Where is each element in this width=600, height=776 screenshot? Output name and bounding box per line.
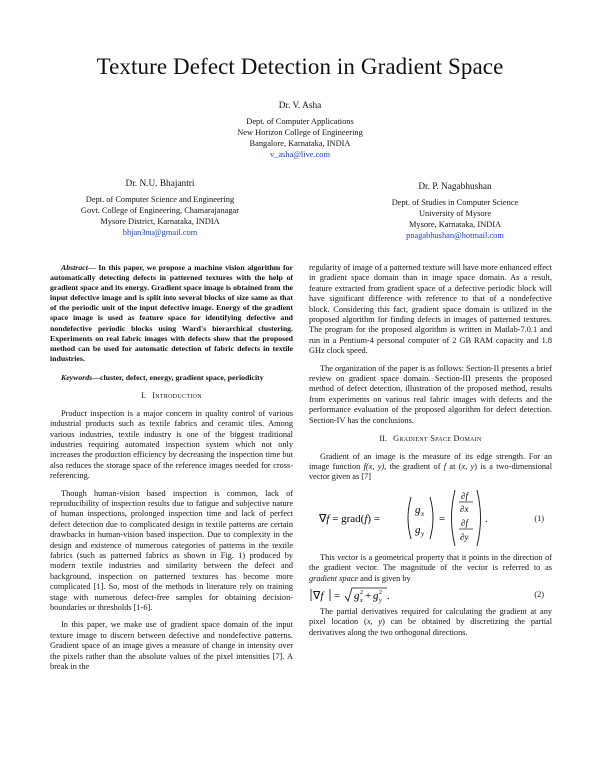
right-column bbox=[309, 263, 552, 638]
svg-text:x: x bbox=[360, 597, 363, 604]
author-name: Dr. V. Asha bbox=[278, 101, 322, 111]
svg-text:y: y bbox=[379, 597, 382, 604]
equation-1 bbox=[309, 487, 552, 549]
equation-number: (1) bbox=[534, 513, 544, 523]
gradient-paragraph-1: Gradient of an image is the measure of its edge strength. For an image function f(x, y), the gradient of f at (x, y) is a two-dimensional vector given as [7] bbox=[309, 451, 552, 482]
author-place: Bangalore, Karnataka, INDIA bbox=[249, 139, 351, 148]
section-heading-gradient-space: II. Gradient Space Domain bbox=[379, 434, 482, 444]
svg-text:+: + bbox=[365, 589, 372, 602]
svg-text:g: g bbox=[354, 589, 360, 602]
svg-text:∇f: ∇f bbox=[313, 589, 324, 602]
paper-title: Texture Defect Detection in Gradient Space bbox=[96, 54, 504, 79]
author-dept: Dept. of Computer Applications bbox=[246, 117, 354, 126]
intro-paragraph-2: Though human-vision based inspection is common, lack of reproducibility of inspection results due to fatigue and subjective nature of human inspections, prolonged inspection time and lack of perfect defect detection due to complicated design in textile patterns are certain drawbacks in human-vision based inspection. Due to complexity in the design and existence of numerous categories of patterns in the textile fabrics (such as patterned fabrics as shown in Fig. 1) produced by modern textile industries and similarity between the defect and background, inspection on patterned textures has become more complicated [1]. So, most of the methods in literature rely on training stage with numerous defect-free samples for obtaining decision-boundaries or thresholds [1-6]. bbox=[50, 488, 293, 613]
abstract: Abstract— In this paper, we propose a machine vision algorithm for automatically detecting defects in patterned textures with the help of gradient space and its energy. Gradient space image is obtained from the input defective image and is split into several blocks of size same as that of the periodic unit of the input defective image. Energy of the gradient space image is used as feature space for identifying defective and nondefective periodic blocks using Ward's hierarchical clustering. Experiments on real fabric images with defects show that the proposed method can be used for automatic detection of fabric defects in textile industries. bbox=[50, 263, 293, 363]
gradient-magnitude-formula bbox=[309, 586, 459, 604]
right-paragraph-2: The organization of the paper is as follows: Section-II presents a brief review on gradient space domain. Section-III presents the proposed method of defect detection, illustration of the proposed method, results from experiments on various real fabric images with defects and the performance evaluation of the proposed algorithm for defect detection. Section-IV has the conclusions. bbox=[309, 363, 552, 425]
gradient-paragraph-2: This vector is a geometrical property that it points in the direction of the gradient vector. The magnitude of the vector is referred to as gradient space and is given by bbox=[309, 552, 552, 583]
svg-text:.: . bbox=[387, 589, 390, 602]
author-place: Mysore District, Karnataka, INDIA bbox=[100, 217, 220, 226]
author-email-link[interactable]: v_asha@live.com bbox=[269, 150, 331, 159]
svg-text:∂x: ∂x bbox=[460, 503, 469, 514]
author-email-link[interactable]: bhjan3nu@gmail.com bbox=[122, 228, 198, 237]
author-name: Dr. P. Nagabhushan bbox=[418, 182, 492, 192]
svg-text:∇f = grad(f) =: ∇f = grad(f) = bbox=[319, 512, 381, 525]
svg-text:x: x bbox=[421, 509, 425, 518]
svg-text:∂f: ∂f bbox=[461, 490, 468, 501]
svg-text:.: . bbox=[485, 512, 488, 525]
svg-text:2: 2 bbox=[360, 589, 363, 596]
author-org: Govt. College of Engineering, Chamarajanagar bbox=[80, 206, 240, 215]
svg-text:∂f: ∂f bbox=[461, 517, 468, 528]
svg-text:=: = bbox=[439, 512, 446, 525]
svg-text:g: g bbox=[415, 523, 421, 536]
equation-number: (2) bbox=[534, 589, 544, 599]
right-paragraph-1: regularity of image of a patterned texture will have more enhanced effect in gradient space domain than in image space domain. As a result, feature extracted from gradient space of a defective periodic block will have significant difference with reference to that of a nondefective block. Considering this fact, gradient space domain is utilized in the proposed algorithm for finding defects in images of patterned textures. The program for the proposed algorithm is written in Matlab-7.0.1 and run in a Pentium-4 personal computer of 2 GB RAM capacity and 1.8 GHz clock speed. bbox=[309, 263, 552, 356]
svg-text:g: g bbox=[415, 503, 421, 516]
intro-paragraph-3: In this paper, we make use of gradient space domain of the input texture image to discern between defective and nondefective patterns. Gradient space of an image gives a measure of change in intensity over the pixels rather than the absolute values of the pixel intensities [7]. A break in the bbox=[50, 620, 293, 672]
author-org: New Horizon College of Engineering bbox=[237, 128, 363, 137]
svg-text:2: 2 bbox=[379, 589, 382, 596]
section-heading-introduction: I. Introduction bbox=[141, 391, 202, 401]
svg-text:g: g bbox=[373, 589, 379, 602]
author-org: University of Mysore bbox=[418, 209, 492, 218]
intro-paragraph-1: Product inspection is a major concern in quality control of various industrial products such as textile fabrics and ceramic tiles. Among various industries, textile industry is one of the biggest traditional industries requiring automated inspection system which not only increases the production efficiency by decreasing the inspection time but also reduces the storage space of the reference images needed for cross-referencing. bbox=[50, 408, 293, 481]
equation-2 bbox=[309, 586, 552, 604]
gradient-paragraph-3: The partial derivatives required for calculating the gradient at any pixel location (x, y) can be obtained by discretizing the partial derivatives along the two orthogonal directions. bbox=[309, 606, 553, 637]
author-block-right bbox=[335, 182, 575, 241]
author-dept: Dept. of Studies in Computer Science bbox=[391, 198, 519, 207]
svg-text:=: = bbox=[334, 589, 341, 602]
author-block-left bbox=[40, 179, 280, 238]
svg-text:∂y: ∂y bbox=[460, 531, 469, 542]
author-name: Dr. N.U. Bhajantri bbox=[125, 179, 195, 189]
author-dept: Dept. of Computer Science and Engineering bbox=[85, 195, 235, 204]
author-place: Mysore, Karnataka, INDIA bbox=[408, 220, 502, 229]
author-block-primary bbox=[150, 101, 450, 160]
gradient-vector-formula bbox=[319, 487, 519, 549]
author-email-link[interactable]: pnagabhushan@hotmail.com bbox=[406, 231, 504, 240]
keywords: Keywords—cluster, defect, energy, gradient space, periodicity bbox=[61, 372, 264, 382]
left-column bbox=[50, 263, 293, 673]
svg-text:y: y bbox=[421, 529, 425, 538]
